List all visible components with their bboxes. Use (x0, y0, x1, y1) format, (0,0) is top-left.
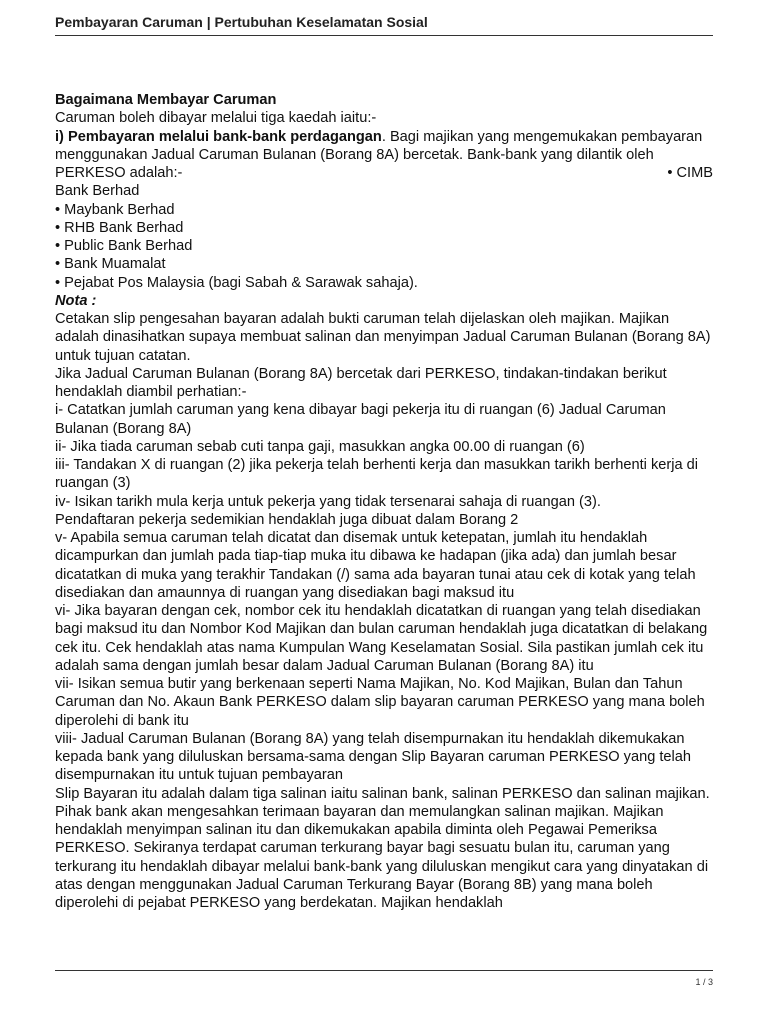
bank-item: • Pejabat Pos Malaysia (bagi Sabah & Sarawak sahaja). (55, 274, 418, 291)
paragraph: vi- Jika bayaran dengan cek, nombor cek itu hendaklah dicatatkan di ruangan yang telah disediakan bagi maksud itu dan Nombor Kod Majikan dan bulan caruman hendaklah juga dicatatkan di belakang cek itu. Cek hendaklah atas nama Kumpulan Wang Keselamatan Sosial. Sila pastikan jumlah cek itu adalah sama dengan jumlah besar dalam Jadual Caruman Bulanan (Borang 8A) itu (55, 603, 708, 674)
document-body (55, 91, 713, 912)
paragraph: i- Catatkan jumlah caruman yang kena dibayar bagi pekerja itu di ruangan (6) Jadual Caruman Bulanan (Borang 8A) (55, 402, 666, 437)
page-number: 1 / 3 (695, 977, 713, 987)
header-divider (55, 35, 713, 36)
paragraph: Slip Bayaran itu adalah dalam tiga salinan iaitu salinan bank, salinan PERKESO dan salinan majikan. Pihak bank akan mengesahkan terimaan bayaran dan memulangkan salinan majikan. Majikan hendaklah menyimpan salinan itu dan dikemukakan apabila diminta oleh Pegawai Pemeriksa PERKESO. Sekiranya terdapat caruman terkurang bayar bagi sesuatu bulan itu, caruman yang terkurang itu hendaklah dibayar melalui bank-bank yang diluluskan mengikut cara yang dinyatakan di atas dengan menggunakan Jadual Caruman Terkurang Bayar (Borang 8B) yang mana boleh diperolehi di pejabat PERKESO yang berdekatan. Majikan hendaklah (55, 785, 710, 911)
method-paragraph (55, 128, 713, 183)
paragraph: vii- Isikan semua butir yang berkenaan seperti Nama Majikan, No. Kod Majikan, Bulan dan Tahun Caruman dan No. Akaun Bank PERKESO dalam slip bayaran caruman PERKESO yang mana boleh diperolehi di bank itu (55, 676, 705, 729)
paragraph: Jika Jadual Caruman Bulanan (Borang 8A) bercetak dari PERKESO, tindakan-tindakan berikut hendaklah diambil perhatian:- (55, 365, 667, 400)
paragraph: v- Apabila semua caruman telah dicatat dan disemak untuk ketepatan, jumlah itu hendaklah dicampurkan dan jumlah pada tiap-tiap muka itu dibawa ke hadapan (jika ada) dan jumlah besar dicatatkan di muka yang terakhir Tandakan (/) sama ada bayaran tunai atau cek di kotak yang telah disediakan dan amaunnya di ruangan yang disediakan bagi maksud itu (55, 530, 696, 601)
paragraph: Pendaftaran pekerja sedemikian hendaklah juga dibuat dalam Borang 2 (55, 511, 519, 528)
footer-divider (55, 970, 713, 971)
bank-item-cimb: • CIMB (667, 165, 713, 181)
bank-item: • RHB Bank Berhad (55, 219, 184, 236)
page-header-title: Pembayaran Caruman | Pertubuhan Keselamatan Sosial (55, 14, 428, 30)
paragraph: viii- Jadual Caruman Bulanan (Borang 8A) yang telah disempurnakan itu hendaklah dikemukakan kepada bank yang diluluskan bersama-sama dengan Slip Bayaran caruman PERKESO yang telah disempurnakan itu untuk tujuan pembayaran (55, 730, 692, 784)
bank-item: • Bank Muamalat (55, 256, 166, 273)
paragraph: Cetakan slip pengesahan bayaran adalah bukti caruman telah dijelaskan oleh majikan. Majikan adalah dinasihatkan supaya membuat salinan dan menyimpan Jadual Caruman Bulanan (Borang 8A) untuk tujuan catatan. (55, 311, 711, 364)
nota-label: Nota : (55, 292, 97, 309)
bank-item: • Maybank Berhad (55, 201, 175, 218)
paragraph: iii- Tandakan X di ruangan (2) jika pekerja telah berhenti kerja dan masukkan tarikh berhenti kerja di ruangan (3) (55, 457, 699, 492)
bank-item: • Public Bank Berhad (55, 238, 193, 254)
section-heading: Bagaimana Membayar Caruman (55, 92, 277, 108)
paragraph: ii- Jika tiada caruman sebab cuti tanpa gaji, masukkan angka 00.00 di ruangan (6) (55, 438, 585, 455)
intro-text: Caruman boleh dibayar melalui tiga kaedah iaitu:- (55, 110, 377, 127)
method-title: i) Pembayaran melalui bank-bank perdagangan (55, 128, 382, 145)
paragraph: iv- Isikan tarikh mula kerja untuk pekerja yang tidak tersenarai sahaja di ruangan (3). (55, 493, 601, 510)
bank-item: Bank Berhad (55, 183, 140, 200)
method-text: . Bagi majikan yang mengemukakan pembayaran menggunakan Jadual Caruman Bulanan (Borang 8A) bercetak. Bank-bank yang dilantik oleh PERKESO adalah:- (55, 128, 703, 181)
